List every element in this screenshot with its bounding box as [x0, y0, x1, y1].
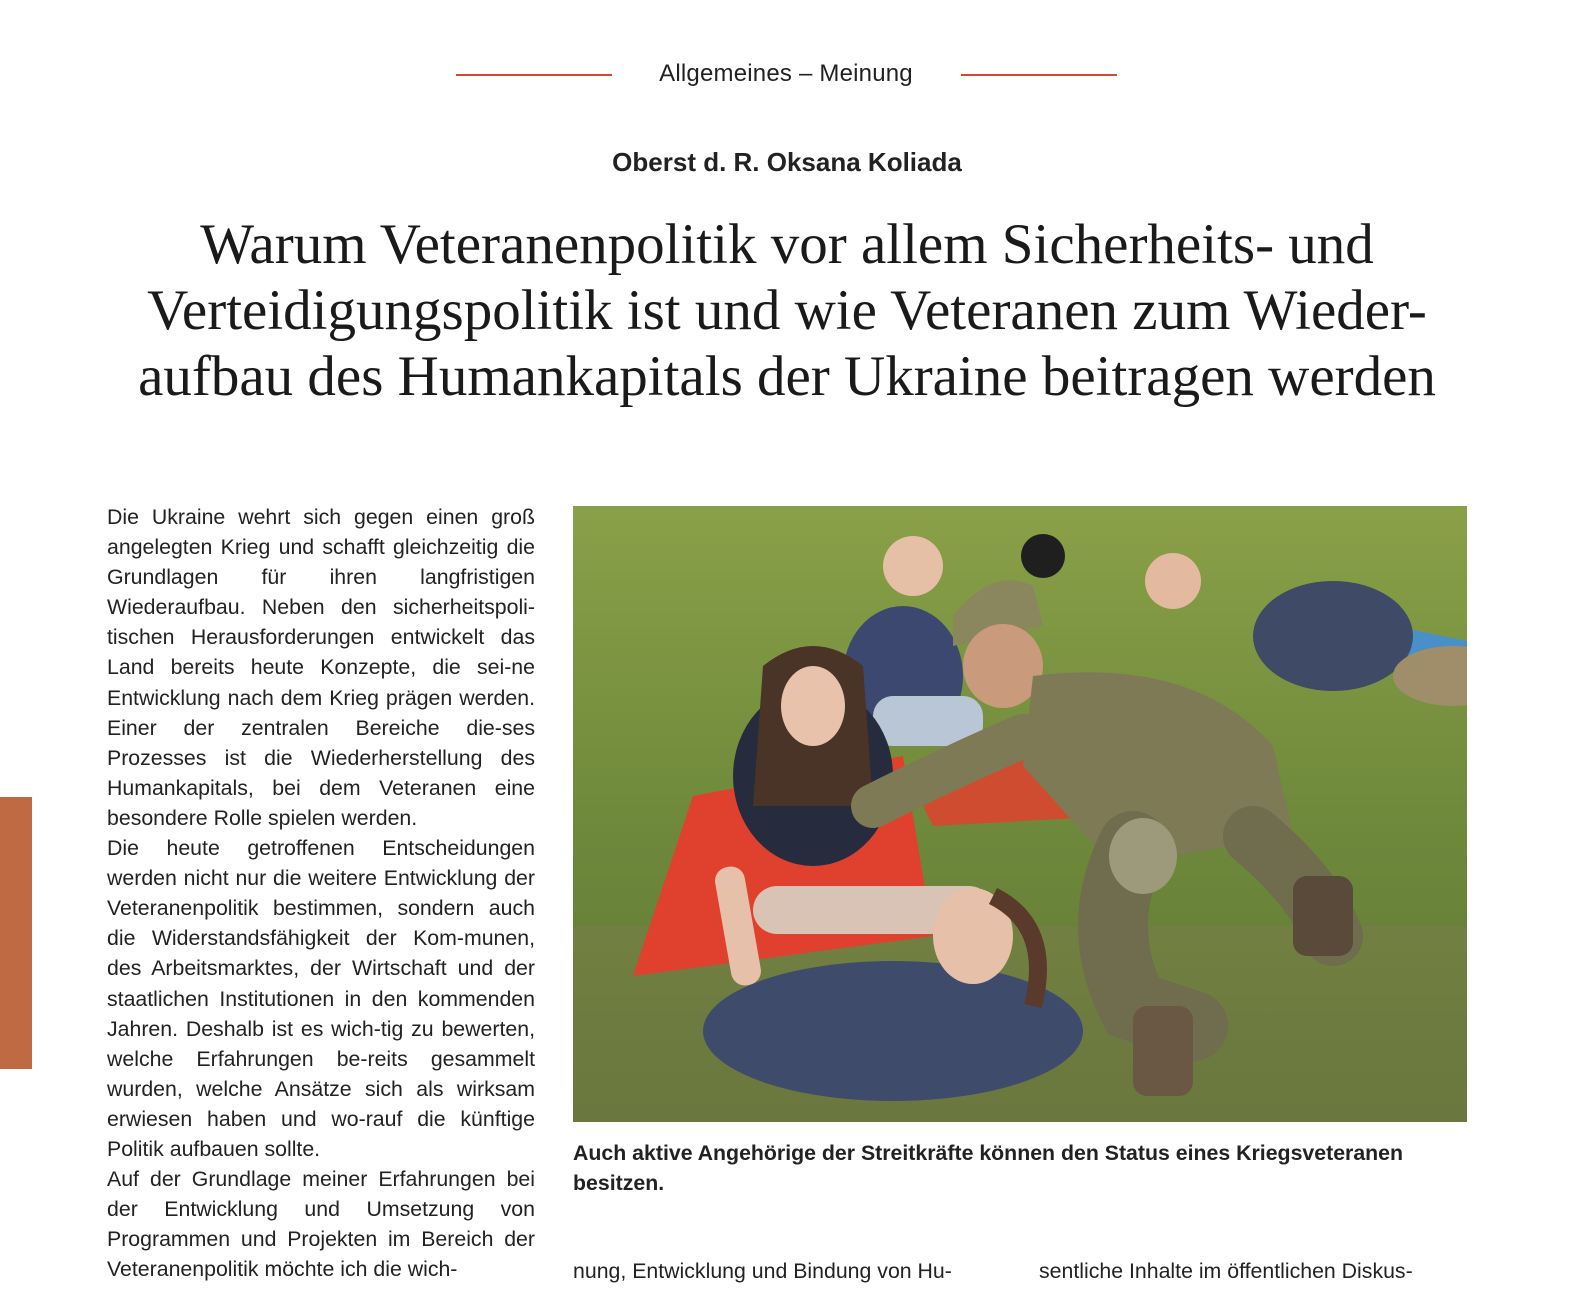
headline-line: Verteidigungspolitik ist und wie Veteranen zum Wieder-: [147, 279, 1427, 342]
girl-sitting-face: [781, 666, 845, 746]
girl-lying-shirt: [703, 961, 1083, 1101]
soldier-boot-front: [1133, 1006, 1193, 1096]
photo-illustration: [573, 506, 1467, 1122]
body-paragraph: Die Ukraine wehrt sich gegen einen groß angelegten Krieg und schafft gleichzeitig die Grundlagen für ihren langfristigen Wiederaufbau. Neben den sicherheitspoli-tischen Herausforderungen entwickelt das Land bereits heute Konzepte, die sei-ne Entwicklung nach dem Krieg prägen werden. Einer der zentralen Bereiche die-ses Prozesses ist die Wiederherstellung des Humankapitals, bei dem Veteranen eine besondere Rolle spielen werden.: [107, 505, 535, 830]
article-photo: [573, 506, 1467, 1122]
soldier-kneepad: [1109, 818, 1177, 894]
soldier-boot-back: [1293, 876, 1353, 956]
body-column-2-first-line: nung, Entwicklung und Bindung von Hu-: [573, 1259, 952, 1283]
cap-person-head: [1021, 534, 1065, 578]
body-paragraph: Auf der Grundlage meiner Erfahrungen bei der Entwicklung und Umsetzung von Programmen und Projekten im Bereich der Veteranenpolitik möchte ich die wich-: [107, 1167, 535, 1282]
body-paragraph: Die heute getroffenen Entscheidungen werden nicht nur die weitere Entwicklung der Veteranenpolitik bestimmen, sondern auch die Widerstandsfähigkeit der Kom-munen, des Arbeitsmarktes, der Wirtschaft und der staatlichen Institutionen in den kommenden Jahren. Deshalb ist es wich-tig zu bewerten, welche Erfahrungen be-reits gesammelt wurden, welche Ansätze sich als wirksam erwiesen haben und wo-rauf die künftige Politik aufbauen sollte.: [107, 836, 535, 1161]
photo-caption: Auch aktive Angehörige der Streitkräfte können den Status eines Kriegsveteranen besitzen.: [573, 1141, 1404, 1195]
background-person-right: [1253, 581, 1413, 691]
boy-head: [883, 536, 943, 596]
article-headline: [70, 212, 1504, 410]
body-column-3-first-line: sentliche Inhalte im öffentlichen Diskus-: [1039, 1259, 1413, 1283]
section-rubric: [0, 58, 1584, 94]
body-column-1: [107, 502, 535, 1284]
rubric-label: Allgemeines – Meinung: [659, 60, 913, 87]
headline-line: Warum Veteranenpolitik vor allem Sicherheits- und: [200, 213, 1374, 276]
rubric-rule-right: [961, 74, 1117, 76]
side-color-tab: [0, 797, 32, 1069]
headline-line: aufbau des Humankapitals der Ukraine beitragen werden: [138, 345, 1436, 408]
background-head-right: [1145, 553, 1201, 609]
rubric-rule-left: [456, 74, 612, 76]
author-byline: Oberst d. R. Oksana Koliada: [612, 147, 962, 177]
